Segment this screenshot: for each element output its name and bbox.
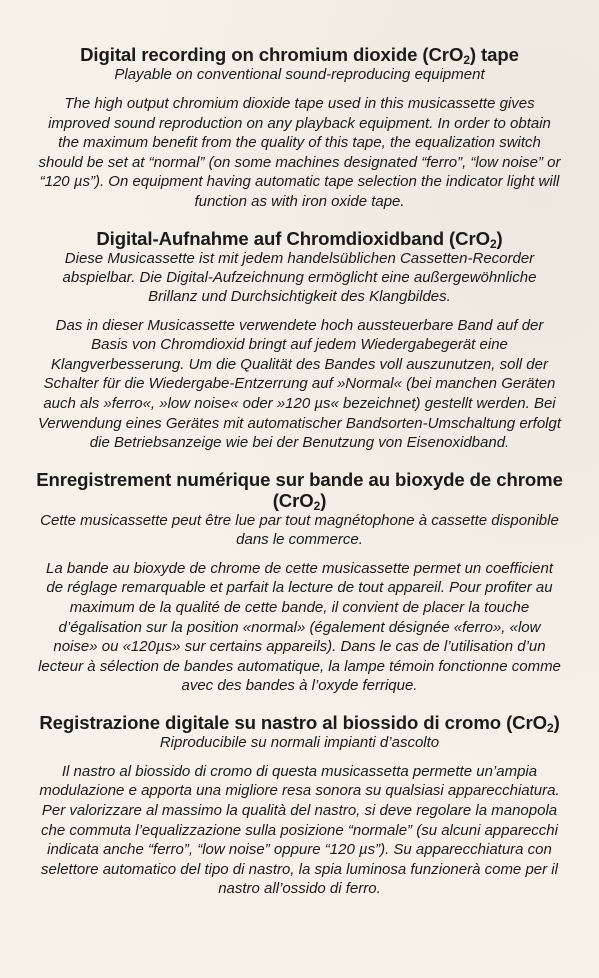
- section-subtitle-german: Diese Musicassette ist mit jedem handelsüblichen Cassetten-Recorder abspielbar. Die Digital-Aufzeichnung ermöglicht eine außergewöhnliche Brillanz und Durchsichtigkeit des Klangbildes.: [62, 249, 537, 305]
- section-italian: [36, 712, 563, 899]
- section-body-french: La bande au bioxyde de chrome de cette musicassette permet un coefficient de réglage remarquable et parfait la lecture de tout appareil. Pour profiter au maximum de la qualité de cette bande, il convient de placer la touche d’égalisation sur la position «normal» (également désignée «ferro», «low noise» ou «120µs» sur certains appareils). Dans le cas de l’utilisation d’un lecteur à sélection de bandes automatique, la lampe témoin fonctionne comme avec des bandes à l’oxyde ferrique.: [38, 559, 561, 695]
- section-body-german: Das in dieser Musicassette verwendete hoch aussteuerbare Band auf der Basis von Chromdioxid bringt auf jedem Wiedergabegerät eine Klangverbesserung. Um die Qualität des Bandes voll auszunutzen, soll der Schalter für die Wiedergabe-Entzerrung auf »Normal« (bei manchen Geräten auch als »ferro«, »low noise« oder »120 µs« bezeichnet) gestellt werden. Bei Verwendung eines Gerätes mit automatischer Bandsorten-Umschaltung erfolgt die Betriebsanzeige wie bei der Benutzung von Eisenoxidband.: [37, 316, 562, 452]
- section-heading-french: Enregistrement numérique sur bande au bioxyde de chrome (CrO$_2$): [36, 468, 563, 513]
- section-heading-english: Digital recording on chromium dioxide (CrO$_2$) tape: [80, 44, 519, 67]
- section-body-english: The high output chromium dioxide tape used in this musicassette gives improved sound reproduction on any playback equipment. In order to obtain the maximum benefit from the quality of this tape, the equalization switch should be set at “normal” (on some machines designated “ferro”, “low noise” or “120 µs”). On equipment having automatic tape selection the indicator light will function as with iron oxide tape.: [38, 95, 561, 210]
- section-english: [36, 44, 563, 212]
- section-body-italian: Il nastro al biossido di cromo di questa musicassetta permette un’ampia modulazione e apporta una migliore resa sonora su qualsiasi apparecchiatura. Per valorizzare al massimo la qualità del nastro, si deve regolare la manopola che commuta l’equalizzazione sulla posizione “normale” (su alcuni apparecchi indicata anche “ferro”, “low noise” oppure “120 µs”). Su apparecchiatura con selettore automatico del tipo di nastro, la spia luminosa funzionerà come per il nastro all’ossido di ferro.: [39, 762, 560, 898]
- section-subtitle-italian: Riproducibile su normali impianti d’ascolto: [159, 733, 440, 751]
- section-heading-italian: Registrazione digitale su nastro al biossido di cromo (CrO$_2$): [39, 711, 560, 735]
- section-heading-german: Digital-Aufnahme auf Chromdioxidband (CrO$_2$): [96, 227, 503, 251]
- section-subtitle-english: Playable on conventional sound-reproducing equipment: [114, 66, 485, 83]
- section-german: [36, 228, 563, 453]
- section-subtitle-french: Cette musicassette peut être lue par tout magnétophone à cassette disponible dans le commerce.: [40, 511, 559, 548]
- section-french: [36, 469, 563, 696]
